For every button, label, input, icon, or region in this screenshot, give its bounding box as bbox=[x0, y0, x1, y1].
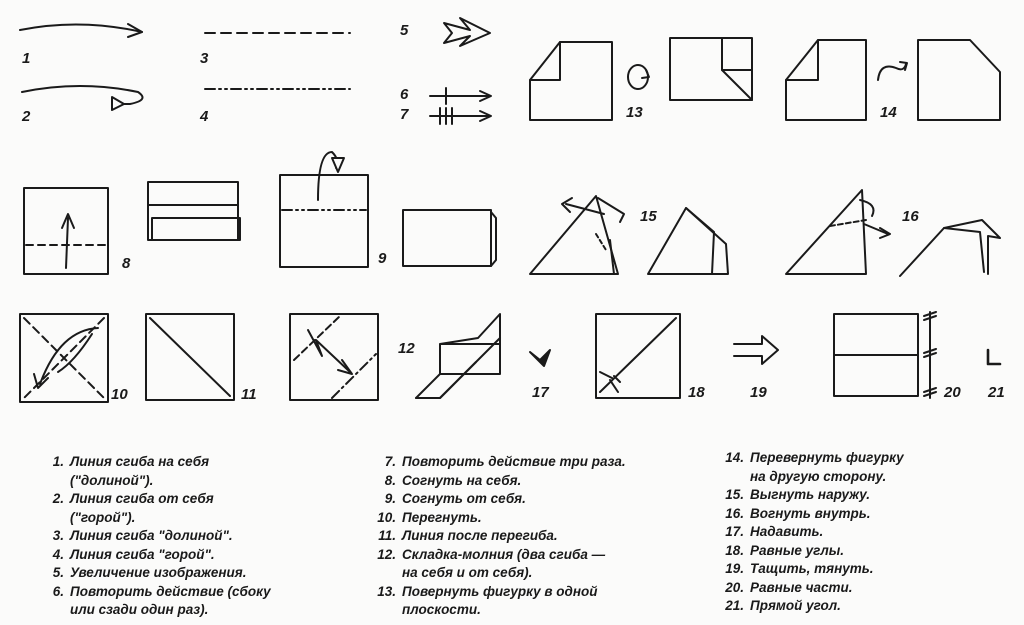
legend-item-number: 5. bbox=[52, 565, 64, 580]
legend-item-number: 17. bbox=[725, 524, 744, 539]
symbol-right-angle bbox=[988, 350, 1000, 364]
legend-item bbox=[720, 505, 904, 524]
legend-item bbox=[720, 542, 904, 561]
legend-item-text-continued: ("долиной"). bbox=[70, 472, 154, 488]
legend-item-text: Перегнуть. bbox=[402, 509, 482, 525]
symbol-number-13: 13 bbox=[626, 104, 643, 121]
symbol-press bbox=[530, 350, 550, 366]
legend-item-text: Линия сгиба "долиной". bbox=[70, 528, 233, 543]
legend-item-text-continued: ("горой"). bbox=[70, 509, 136, 525]
symbol-mountain-fold-arrow bbox=[22, 86, 143, 110]
legend-item-text: Складка-молния (два сгиба — bbox=[402, 546, 606, 562]
legend-item-number: 4. bbox=[52, 546, 64, 562]
legend-item-number: 21. bbox=[725, 598, 744, 613]
symbol-fold-unfold bbox=[20, 314, 108, 402]
legend-item bbox=[40, 527, 271, 546]
legend-item bbox=[720, 560, 904, 579]
symbol-number-5: 5 bbox=[400, 22, 409, 39]
legend-item-text: Равные части. bbox=[750, 579, 853, 595]
legend-item bbox=[372, 509, 626, 528]
legend-item-number: 18. bbox=[725, 542, 744, 558]
legend-item-number: 10. bbox=[377, 509, 396, 525]
legend-item bbox=[720, 449, 904, 468]
legend-item bbox=[372, 453, 626, 472]
symbol-valley-fold-arrow bbox=[20, 24, 142, 37]
legend-item-number: 12. bbox=[377, 546, 396, 562]
legend-item-text: Повторить действие три раза. bbox=[402, 454, 626, 469]
legend-item-number: 16. bbox=[725, 505, 744, 521]
symbol-inside-reverse-fold bbox=[786, 190, 1000, 276]
legend-item-text: Линия сгиба от себя bbox=[70, 491, 214, 506]
legend-item-number: 14. bbox=[725, 450, 744, 465]
legend-item-number: 3. bbox=[52, 528, 64, 543]
legend-column-1 bbox=[40, 453, 271, 620]
legend-item bbox=[40, 453, 271, 472]
legend-item-number: 1. bbox=[52, 454, 64, 469]
legend-item-number: 15. bbox=[725, 487, 744, 502]
symbol-repeat-once-arrow bbox=[430, 88, 491, 104]
symbol-pull-arrow bbox=[734, 336, 778, 364]
symbol-number-11: 11 bbox=[241, 386, 257, 403]
legend-item-text: Повторить действие (сбоку bbox=[70, 583, 271, 599]
symbol-number-15: 15 bbox=[640, 208, 657, 225]
legend-item-number: 19. bbox=[725, 561, 744, 576]
symbol-number-17: 17 bbox=[532, 384, 549, 401]
symbol-number-1: 1 bbox=[22, 50, 31, 67]
legend-item-number: 9. bbox=[384, 491, 396, 506]
legend-item bbox=[720, 579, 904, 598]
legend-item-number: 13. bbox=[377, 583, 396, 599]
legend-item-number: 11. bbox=[378, 528, 396, 543]
symbol-enlarge-arrow bbox=[444, 18, 490, 46]
legend-column-3 bbox=[720, 449, 904, 616]
symbol-number-18: 18 bbox=[688, 384, 705, 401]
legend-item-number: 8. bbox=[384, 472, 396, 488]
legend-item-text: Согнуть от себя. bbox=[402, 491, 526, 506]
legend-item bbox=[40, 583, 271, 602]
symbol-equal-angles bbox=[596, 314, 680, 398]
legend-item-text: Перевернуть фигурку bbox=[750, 450, 904, 465]
legend-item bbox=[372, 490, 626, 509]
legend-item-text: Линия сгиба на себя bbox=[70, 454, 210, 469]
symbol-number-8: 8 bbox=[122, 255, 131, 272]
symbol-number-3: 3 bbox=[200, 50, 209, 67]
legend-item-text-continued: плоскости. bbox=[402, 602, 481, 617]
legend-item-text: Согнуть на себя. bbox=[402, 472, 522, 488]
symbol-number-7: 7 bbox=[400, 106, 409, 123]
symbol-fold-away bbox=[280, 152, 496, 267]
legend-item-text: Линия сгиба "горой". bbox=[70, 546, 215, 562]
legend-item bbox=[40, 564, 271, 583]
legend-item-text: Выгнуть наружу. bbox=[750, 487, 870, 502]
legend-column-2 bbox=[372, 453, 626, 620]
symbol-number-21: 21 bbox=[988, 384, 1005, 401]
legend-item bbox=[40, 490, 271, 509]
symbol-number-14: 14 bbox=[880, 104, 897, 121]
legend-item bbox=[372, 527, 626, 546]
legend-item bbox=[720, 597, 904, 616]
legend-item-text-continued: или сзади один раз). bbox=[70, 602, 209, 617]
legend-item-number: 7. bbox=[384, 454, 396, 469]
symbol-number-16: 16 bbox=[902, 208, 919, 225]
legend-item-number: 2. bbox=[52, 491, 64, 506]
legend-item bbox=[372, 583, 626, 602]
legend-item-number: 6. bbox=[52, 583, 64, 599]
symbol-equal-parts bbox=[834, 312, 936, 398]
symbol-fold-toward bbox=[24, 182, 240, 274]
symbol-number-19: 19 bbox=[750, 384, 767, 401]
legend-item-text: Увеличение изображения. bbox=[70, 565, 247, 580]
symbol-repeat-thrice-arrow bbox=[430, 108, 491, 124]
symbol-outside-reverse-fold bbox=[530, 196, 728, 274]
symbol-crease-line bbox=[146, 314, 234, 400]
legend-item-text: Линия после перегиба. bbox=[402, 528, 558, 543]
legend-item-text: Повернуть фигурку в одной bbox=[402, 583, 598, 599]
legend-item-text: Равные углы. bbox=[750, 542, 844, 558]
symbol-number-9: 9 bbox=[378, 250, 387, 267]
legend-item-text: Тащить, тянуть. bbox=[750, 561, 874, 576]
legend-item bbox=[720, 523, 904, 542]
legend-item bbox=[372, 472, 626, 491]
legend-item bbox=[40, 546, 271, 565]
legend-item-number: 20. bbox=[725, 579, 744, 595]
legend-item-text-continued: на себя и от себя). bbox=[402, 565, 533, 580]
legend-item-text: Вогнуть внутрь. bbox=[750, 505, 871, 521]
legend-item bbox=[372, 546, 626, 565]
symbol-number-6: 6 bbox=[400, 86, 409, 103]
legend-item-text-continued: на другую сторону. bbox=[750, 468, 887, 484]
symbol-number-10: 10 bbox=[111, 386, 128, 403]
legend-item-text: Надавить. bbox=[750, 524, 824, 539]
symbol-pleat-fold bbox=[290, 314, 500, 400]
legend-item-text: Прямой угол. bbox=[750, 598, 841, 613]
legend-item bbox=[720, 486, 904, 505]
symbol-number-12: 12 bbox=[398, 340, 415, 357]
symbol-number-2: 2 bbox=[22, 108, 31, 125]
symbol-number-20: 20 bbox=[944, 384, 961, 401]
symbol-number-4: 4 bbox=[200, 108, 209, 125]
